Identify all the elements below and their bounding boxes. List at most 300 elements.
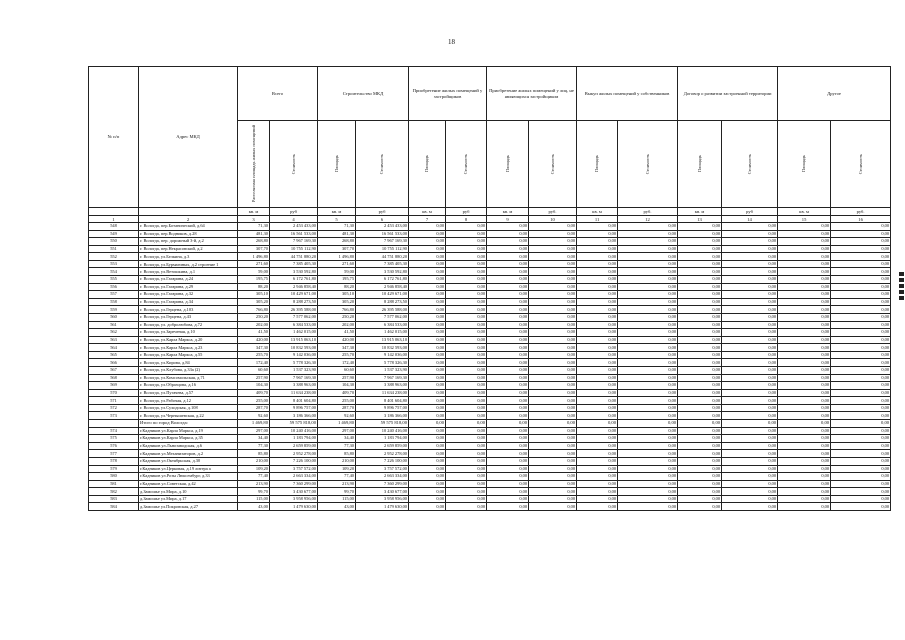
row-zero-value: 0,00 — [618, 283, 678, 291]
row-cost: 9 896 757,00 — [270, 404, 318, 412]
row-cost: 6 384 533,00 — [270, 321, 318, 329]
row-zero-value: 0,00 — [487, 283, 529, 291]
table-row — [89, 366, 891, 374]
row-cost: 59 575 818,00 — [270, 420, 318, 428]
row-zero-value: 0,00 — [446, 374, 487, 382]
row-zero-value: 0,00 — [577, 351, 618, 359]
row-zero-value: 0,00 — [577, 495, 618, 503]
row-zero-value: 0,00 — [831, 268, 891, 276]
row-area: 420,00 — [238, 336, 270, 344]
row-construction-area: 766,80 — [318, 306, 356, 314]
row-zero-value: 0,00 — [446, 344, 487, 352]
row-zero-value: 0,00 — [778, 306, 831, 314]
table-row — [89, 298, 891, 306]
unit-cost: руб — [446, 208, 487, 216]
row-zero-value: 0,00 — [529, 420, 577, 428]
row-zero-value: 0,00 — [778, 382, 831, 390]
row-zero-value: 0,00 — [778, 366, 831, 374]
row-zero-value: 0,00 — [831, 442, 891, 450]
table-row — [89, 351, 891, 359]
row-area: 92,60 — [238, 412, 270, 420]
row-zero-value: 0,00 — [446, 442, 487, 450]
row-construction-cost: 7 577 062,00 — [356, 313, 409, 321]
row-zero-value: 0,00 — [618, 450, 678, 458]
row-zero-value: 0,00 — [577, 374, 618, 382]
table-row — [89, 230, 891, 238]
row-zero-value: 0,00 — [529, 260, 577, 268]
row-area: 305,10 — [238, 291, 270, 299]
row-zero-value: 0,00 — [618, 298, 678, 306]
table-row — [89, 291, 891, 299]
row-zero-value: 0,00 — [678, 238, 722, 246]
row-zero-value: 0,00 — [618, 404, 678, 412]
row-zero-value: 0,00 — [409, 420, 446, 428]
row-zero-value: 0,00 — [722, 268, 778, 276]
row-zero-value: 0,00 — [722, 306, 778, 314]
row-zero-value: 0,00 — [722, 457, 778, 465]
row-area: 409,70 — [238, 389, 270, 397]
row-zero-value: 0,00 — [831, 245, 891, 253]
row-area: 99,70 — [238, 488, 270, 496]
row-zero-value: 0,00 — [446, 359, 487, 367]
row-zero-value: 0,00 — [678, 397, 722, 405]
row-zero-value: 0,00 — [446, 397, 487, 405]
row-construction-cost: 11 634 238,00 — [356, 389, 409, 397]
header-construction: Строительство МКД — [318, 67, 409, 121]
row-number: 572 — [89, 404, 139, 412]
row-zero-value: 0,00 — [487, 276, 529, 284]
table-row — [89, 382, 891, 390]
row-zero-value: 0,00 — [778, 404, 831, 412]
row-zero-value: 0,00 — [722, 374, 778, 382]
row-zero-value: 0,00 — [618, 291, 678, 299]
row-zero-value: 0,00 — [618, 457, 678, 465]
row-area: 255,00 — [238, 397, 270, 405]
row-zero-value: 0,00 — [577, 450, 618, 458]
row-address: г. Вологда, пер.Водников, д.28 — [139, 230, 238, 238]
row-construction-cost: 8 401 604,80 — [356, 397, 409, 405]
unit-area: кв. м — [487, 208, 529, 216]
row-zero-value: 0,00 — [446, 480, 487, 488]
row-zero-value: 0,00 — [778, 313, 831, 321]
row-zero-value: 0,00 — [577, 313, 618, 321]
row-area: 1 496,80 — [238, 253, 270, 261]
row-construction-area: 195,75 — [318, 276, 356, 284]
row-zero-value: 0,00 — [831, 420, 891, 428]
row-address: г. Вологда, ул.Клубова, д.33а (2) — [139, 366, 238, 374]
row-zero-value: 0,00 — [831, 223, 891, 231]
table-row — [89, 389, 891, 397]
row-zero-value: 0,00 — [618, 480, 678, 488]
row-construction-area: 420,00 — [318, 336, 356, 344]
row-zero-value: 0,00 — [577, 230, 618, 238]
row-zero-value: 0,00 — [577, 276, 618, 284]
row-construction-cost: 3 430 677,00 — [356, 488, 409, 496]
row-area: 172,40 — [238, 359, 270, 367]
row-zero-value: 0,00 — [409, 291, 446, 299]
row-zero-value: 0,00 — [778, 268, 831, 276]
row-zero-value: 0,00 — [678, 336, 722, 344]
row-cost: 2 663 334,00 — [270, 473, 318, 481]
row-cost: 3 388 963,00 — [270, 382, 318, 390]
row-construction-area: 59,00 — [318, 268, 356, 276]
row-zero-value: 0,00 — [831, 344, 891, 352]
row-zero-value: 0,00 — [446, 435, 487, 443]
row-address: г. Вологда, ул.Ветошкина, д.1 — [139, 268, 238, 276]
header-cost: Стоимость — [722, 121, 778, 208]
row-address: г.Кадников ул.Советская, д.42 — [139, 480, 238, 488]
row-zero-value: 0,00 — [678, 457, 722, 465]
row-zero-value: 0,00 — [678, 321, 722, 329]
row-construction-area: 257,90 — [318, 374, 356, 382]
row-zero-value: 0,00 — [618, 344, 678, 352]
table-row — [89, 344, 891, 352]
row-zero-value: 0,00 — [778, 389, 831, 397]
row-number: 573 — [89, 412, 139, 420]
row-zero-value: 0,00 — [722, 450, 778, 458]
row-number: 552 — [89, 253, 139, 261]
row-number: 562 — [89, 329, 139, 337]
row-zero-value: 0,00 — [409, 389, 446, 397]
row-construction-area: 1 469,80 — [318, 420, 356, 428]
row-address: г. Вологда, ул.Бурмагиных, д.2 строение 1 — [139, 260, 238, 268]
row-address: г.Кадников ул.Льнозаводская, д.6 — [139, 442, 238, 450]
row-construction-cost: 9 142 036,00 — [356, 351, 409, 359]
row-number: 555 — [89, 276, 139, 284]
row-zero-value: 0,00 — [487, 359, 529, 367]
row-zero-value: 0,00 — [778, 450, 831, 458]
row-zero-value: 0,00 — [409, 397, 446, 405]
row-zero-value: 0,00 — [831, 276, 891, 284]
row-zero-value: 0,00 — [831, 359, 891, 367]
column-number: 3 — [238, 216, 270, 223]
table-row — [89, 260, 891, 268]
row-zero-value: 0,00 — [529, 397, 577, 405]
table-row — [89, 473, 891, 481]
row-zero-value: 0,00 — [409, 382, 446, 390]
row-zero-value: 0,00 — [529, 488, 577, 496]
row-zero-value: 0,00 — [529, 291, 577, 299]
row-zero-value: 0,00 — [529, 404, 577, 412]
row-area: 305,20 — [238, 298, 270, 306]
column-number: 2 — [139, 216, 238, 223]
row-zero-value: 0,00 — [678, 359, 722, 367]
row-zero-value: 0,00 — [678, 480, 722, 488]
row-zero-value: 0,00 — [409, 306, 446, 314]
row-construction-cost: 2 663 334,00 — [356, 473, 409, 481]
row-number: 575 — [89, 435, 139, 443]
row-zero-value: 0,00 — [487, 291, 529, 299]
row-construction-area: 71,30 — [318, 223, 356, 231]
row-zero-value: 0,00 — [577, 465, 618, 473]
row-zero-value: 0,00 — [831, 488, 891, 496]
row-construction-area: 255,70 — [318, 351, 356, 359]
row-cost: 2 952 278,00 — [270, 450, 318, 458]
row-zero-value: 0,00 — [409, 366, 446, 374]
column-number: 6 — [356, 216, 409, 223]
row-zero-value: 0,00 — [446, 268, 487, 276]
row-zero-value: 0,00 — [831, 480, 891, 488]
row-zero-value: 0,00 — [618, 223, 678, 231]
row-zero-value: 0,00 — [831, 450, 891, 458]
row-zero-value: 0,00 — [529, 230, 577, 238]
row-zero-value: 0,00 — [778, 480, 831, 488]
table-row — [89, 450, 891, 458]
row-zero-value: 0,00 — [446, 306, 487, 314]
row-number: 557 — [89, 291, 139, 299]
row-zero-value: 0,00 — [831, 283, 891, 291]
row-address: г. Вологда, ул.Гагарина, д.24 — [139, 276, 238, 284]
row-construction-cost: 6 172 761,80 — [356, 276, 409, 284]
row-zero-value: 0,00 — [722, 397, 778, 405]
row-address: г.Кадников ул.Механизаторов, д.2 — [139, 450, 238, 458]
row-zero-value: 0,00 — [409, 450, 446, 458]
row-number: 565 — [89, 351, 139, 359]
row-zero-value: 0,00 — [678, 260, 722, 268]
row-zero-value: 0,00 — [778, 465, 831, 473]
row-zero-value: 0,00 — [678, 298, 722, 306]
row-zero-value: 0,00 — [618, 382, 678, 390]
row-zero-value: 0,00 — [446, 298, 487, 306]
row-zero-value: 0,00 — [529, 238, 577, 246]
row-zero-value: 0,00 — [409, 465, 446, 473]
row-zero-value: 0,00 — [678, 503, 722, 511]
row-number: 560 — [89, 313, 139, 321]
row-address: г.Кадников ул.Розы Люксембург, д.33 — [139, 473, 238, 481]
row-number: 582 — [89, 488, 139, 496]
row-zero-value: 0,00 — [409, 473, 446, 481]
header-cost: Стоимость — [831, 121, 891, 208]
row-construction-area: 109,20 — [318, 465, 356, 473]
row-area: 202,00 — [238, 321, 270, 329]
row-zero-value: 0,00 — [446, 420, 487, 428]
unit-cost: руб. — [529, 208, 577, 216]
row-zero-value: 0,00 — [778, 298, 831, 306]
row-zero-value: 0,00 — [529, 412, 577, 420]
row-zero-value: 0,00 — [618, 412, 678, 420]
unit-area: кв. м — [318, 208, 356, 216]
row-zero-value: 0,00 — [778, 336, 831, 344]
row-zero-value: 0,00 — [446, 260, 487, 268]
row-zero-value: 0,00 — [487, 457, 529, 465]
row-number: 569 — [89, 382, 139, 390]
row-zero-value: 0,00 — [831, 306, 891, 314]
row-number: 581 — [89, 480, 139, 488]
row-cost: 3 186 366,00 — [270, 412, 318, 420]
row-zero-value: 0,00 — [618, 351, 678, 359]
row-zero-value: 0,00 — [678, 495, 722, 503]
row-zero-value: 0,00 — [618, 473, 678, 481]
row-zero-value: 0,00 — [618, 495, 678, 503]
row-zero-value: 0,00 — [722, 480, 778, 488]
row-zero-value: 0,00 — [577, 442, 618, 450]
row-zero-value: 0,00 — [446, 238, 487, 246]
row-area: 481,30 — [238, 230, 270, 238]
row-zero-value: 0,00 — [529, 298, 577, 306]
row-zero-value: 0,00 — [722, 404, 778, 412]
row-cost: 6 172 761,80 — [270, 276, 318, 284]
row-address: г. Вологда, ул.Гагарина, д.29 — [139, 283, 238, 291]
row-area: 210,00 — [238, 457, 270, 465]
row-cost: 3 530 592,80 — [270, 268, 318, 276]
row-zero-value: 0,00 — [831, 503, 891, 511]
row-construction-cost: 7 226 100,00 — [356, 457, 409, 465]
row-zero-value: 0,00 — [678, 329, 722, 337]
row-address: д.Замошье ул.Покровская, д.27 — [139, 503, 238, 511]
row-zero-value: 0,00 — [487, 230, 529, 238]
column-number: 13 — [678, 216, 722, 223]
row-zero-value: 0,00 — [409, 321, 446, 329]
row-zero-value: 0,00 — [778, 488, 831, 496]
row-construction-cost: 2 952 278,00 — [356, 450, 409, 458]
row-number: 556 — [89, 283, 139, 291]
row-zero-value: 0,00 — [831, 321, 891, 329]
column-number: 12 — [618, 216, 678, 223]
row-area: 297,00 — [238, 427, 270, 435]
row-zero-value: 0,00 — [446, 389, 487, 397]
row-zero-value: 0,00 — [487, 442, 529, 450]
row-zero-value: 0,00 — [778, 329, 831, 337]
row-construction-area: 287,70 — [318, 404, 356, 412]
header-area: Площадь — [487, 121, 529, 208]
row-address: г. Вологда, ул.Карла Маркса, д.20 — [139, 336, 238, 344]
row-area: 104,30 — [238, 382, 270, 390]
row-number: 563 — [89, 336, 139, 344]
row-zero-value: 0,00 — [529, 344, 577, 352]
row-area: 250,20 — [238, 313, 270, 321]
row-address: г. Вологда, пер.Ботанический, д.64 — [139, 223, 238, 231]
row-zero-value: 0,00 — [487, 488, 529, 496]
row-zero-value: 0,00 — [618, 313, 678, 321]
row-zero-value: 0,00 — [778, 374, 831, 382]
row-zero-value: 0,00 — [831, 495, 891, 503]
row-number: 564 — [89, 344, 139, 352]
row-zero-value: 0,00 — [577, 382, 618, 390]
housing-table-sheet — [88, 66, 890, 511]
table-row — [89, 306, 891, 314]
resettlement-cost-table — [88, 66, 891, 511]
row-zero-value: 0,00 — [529, 382, 577, 390]
row-zero-value: 0,00 — [446, 427, 487, 435]
row-zero-value: 0,00 — [487, 336, 529, 344]
row-cost: 7 360 299,00 — [270, 480, 318, 488]
row-zero-value: 0,00 — [409, 412, 446, 420]
row-zero-value: 0,00 — [487, 427, 529, 435]
table-row — [89, 268, 891, 276]
row-zero-value: 0,00 — [577, 366, 618, 374]
row-construction-cost: 3 186 366,00 — [356, 412, 409, 420]
row-zero-value: 0,00 — [831, 382, 891, 390]
row-zero-value: 0,00 — [446, 321, 487, 329]
row-cost: 7 385 405,30 — [270, 260, 318, 268]
row-number: 558 — [89, 298, 139, 306]
row-zero-value: 0,00 — [618, 253, 678, 261]
row-zero-value: 0,00 — [678, 366, 722, 374]
row-zero-value: 0,00 — [487, 435, 529, 443]
table-row — [89, 245, 891, 253]
row-zero-value: 0,00 — [409, 260, 446, 268]
row-construction-area: 41,50 — [318, 329, 356, 337]
row-zero-value: 0,00 — [529, 223, 577, 231]
header-total: Всего — [238, 67, 318, 121]
row-zero-value: 0,00 — [529, 276, 577, 284]
row-zero-value: 0,00 — [722, 473, 778, 481]
row-zero-value: 0,00 — [529, 321, 577, 329]
header-cost: Стоимость — [356, 121, 409, 208]
row-construction-area: 43,00 — [318, 503, 356, 511]
row-zero-value: 0,00 — [618, 276, 678, 284]
row-number — [89, 420, 139, 428]
row-address: г. Вологда, ул.Суходская, д.108 — [139, 404, 238, 412]
row-construction-area: 213,90 — [318, 480, 356, 488]
table-row — [89, 457, 891, 465]
table-row — [89, 329, 891, 337]
row-number: 551 — [89, 245, 139, 253]
table-row — [89, 442, 891, 450]
row-construction-area: 77,40 — [318, 473, 356, 481]
row-cost: 5 778 326,30 — [270, 359, 318, 367]
row-zero-value: 0,00 — [409, 404, 446, 412]
row-zero-value: 0,00 — [722, 495, 778, 503]
row-zero-value: 0,00 — [778, 291, 831, 299]
row-zero-value: 0,00 — [722, 223, 778, 231]
row-zero-value: 0,00 — [722, 291, 778, 299]
row-zero-value: 0,00 — [577, 473, 618, 481]
row-number: 549 — [89, 230, 139, 238]
row-zero-value: 0,00 — [446, 351, 487, 359]
row-zero-value: 0,00 — [678, 412, 722, 420]
row-number: 576 — [89, 442, 139, 450]
table-row — [89, 313, 891, 321]
row-zero-value: 0,00 — [409, 245, 446, 253]
row-zero-value: 0,00 — [409, 427, 446, 435]
row-area: 85,80 — [238, 450, 270, 458]
row-area: 271,60 — [238, 260, 270, 268]
row-construction-area: 202,00 — [318, 321, 356, 329]
row-zero-value: 0,00 — [831, 298, 891, 306]
row-zero-value: 0,00 — [446, 253, 487, 261]
row-zero-value: 0,00 — [831, 351, 891, 359]
row-zero-value: 0,00 — [778, 253, 831, 261]
header-cost: Стоимость — [446, 121, 487, 208]
row-zero-value: 0,00 — [618, 503, 678, 511]
row-zero-value: 0,00 — [446, 457, 487, 465]
row-zero-value: 0,00 — [577, 223, 618, 231]
unit-cost: руб — [270, 208, 318, 216]
row-construction-cost: 2 453 433,00 — [356, 223, 409, 231]
table-row — [89, 503, 891, 511]
row-address: г. Вологда, ул. добролюбова, д.72 — [139, 321, 238, 329]
row-construction-area: 172,40 — [318, 359, 356, 367]
row-zero-value: 0,00 — [487, 382, 529, 390]
row-address: г.Кадников ул.Карла Маркса, д.19 — [139, 427, 238, 435]
row-zero-value: 0,00 — [778, 420, 831, 428]
row-zero-value: 0,00 — [446, 291, 487, 299]
row-zero-value: 0,00 — [409, 480, 446, 488]
header-num: № п/п — [89, 67, 139, 208]
row-zero-value: 0,00 — [778, 230, 831, 238]
row-zero-value: 0,00 — [487, 344, 529, 352]
row-area: 59,00 — [238, 268, 270, 276]
row-zero-value: 0,00 — [722, 344, 778, 352]
row-construction-area: 271,60 — [318, 260, 356, 268]
row-zero-value: 0,00 — [778, 238, 831, 246]
row-number: 567 — [89, 366, 139, 374]
row-zero-value: 0,00 — [409, 238, 446, 246]
row-construction-cost: 7 360 299,00 — [356, 480, 409, 488]
column-number: 14 — [722, 216, 778, 223]
row-zero-value: 0,00 — [446, 366, 487, 374]
